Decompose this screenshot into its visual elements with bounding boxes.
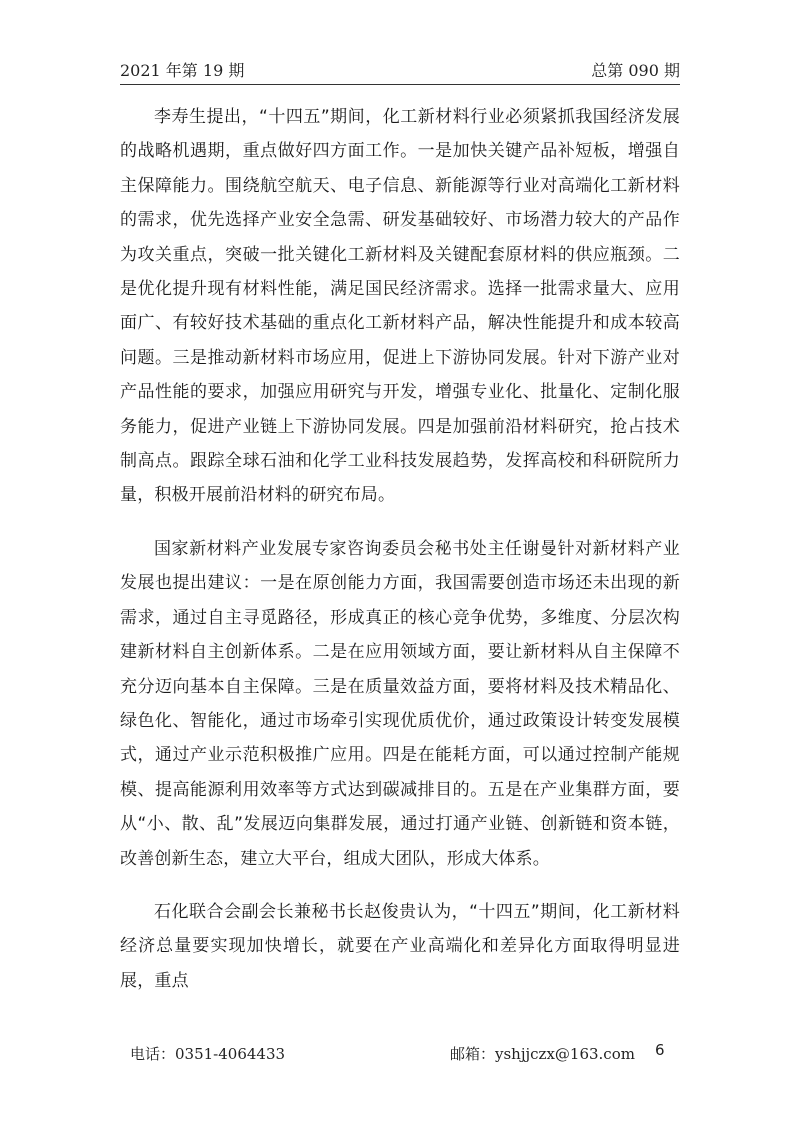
header-divider xyxy=(120,84,680,85)
contact-email: 邮箱：yshjjczx@163.com xyxy=(450,1045,635,1063)
total-issue-number: 总第 090 期 xyxy=(591,61,680,80)
paragraph-1: 李寿生提出，“十四五”期间，化工新材料行业必须紧抓我国经济发展的战略机遇期，重点做好四方面工作。一是加快关键产品补短板，增强自主保障能力。围绕航空航天、电子信息、新能源等行业对高端化工新材料的需求，优先选择产业安全急需、研发基础较好、市场潜力较大的产品作为攻关重点，突破一批关键化工新材料及关键配套原材料的供应瓶颈。二是优化提升现有材料性能，满足国民经济需求。选择一批需求量大、应用面广、有较好技术基础的重点化工新材料产品，解决性能提升和成本较高问题。三是推动新材料市场应用，促进上下游协同发展。针对下游产业对产品性能的要求，加强应用研究与开发，增强专业化、批量化、定制化服务能力，促进产业链上下游协同发展。四是加强前沿材料研究，抢占技术制高点。跟踪全球石油和化学工业科技发展趋势，发挥高校和科研院所力量，积极开展前沿材料的研究布局。 xyxy=(120,107,680,506)
page-header xyxy=(120,52,680,84)
page-number: 6 xyxy=(655,1041,665,1059)
paragraph-2: 国家新材料产业发展专家咨询委员会秘书处主任谢曼针对新材料产业发展也提出建议：一是在原创能力方面，我国需要创造市场还未出现的新需求，通过自主寻觅路径，形成真正的核心竞争优势，多维度、分层次构建新材料自主创新体系。二是在应用领域方面，要让新材料从自主保障不充分迈向基本自主保障。三是在质量效益方面，要将材料及技术精品化、绿色化、智能化，通过市场牵引实现优质优价，通过政策设计转变发展模式，通过产业示范积极推广应用。四是在能耗方面，可以通过控制产能规模、提高能源利用效率等方式达到碳减排目的。五是在产业集群方面，要从“小、散、乱”发展迈向集群发展，通过打通产业链、创新链和资本链，改善创新生态，建立大平台，组成大团队，形成大体系。 xyxy=(120,538,680,869)
page-footer xyxy=(130,1043,670,1067)
contact-phone: 电话：0351-4064433 xyxy=(130,1045,286,1063)
paragraph-3: 石化联合会副会长兼秘书长赵俊贵认为，“十四五”期间，化工新材料经济总量要实现加快增长，就要在产业高端化和差异化方面取得明显进展，重点 xyxy=(120,901,680,991)
article-body xyxy=(120,100,680,1017)
issue-number: 2021 年第 19 期 xyxy=(120,61,245,80)
